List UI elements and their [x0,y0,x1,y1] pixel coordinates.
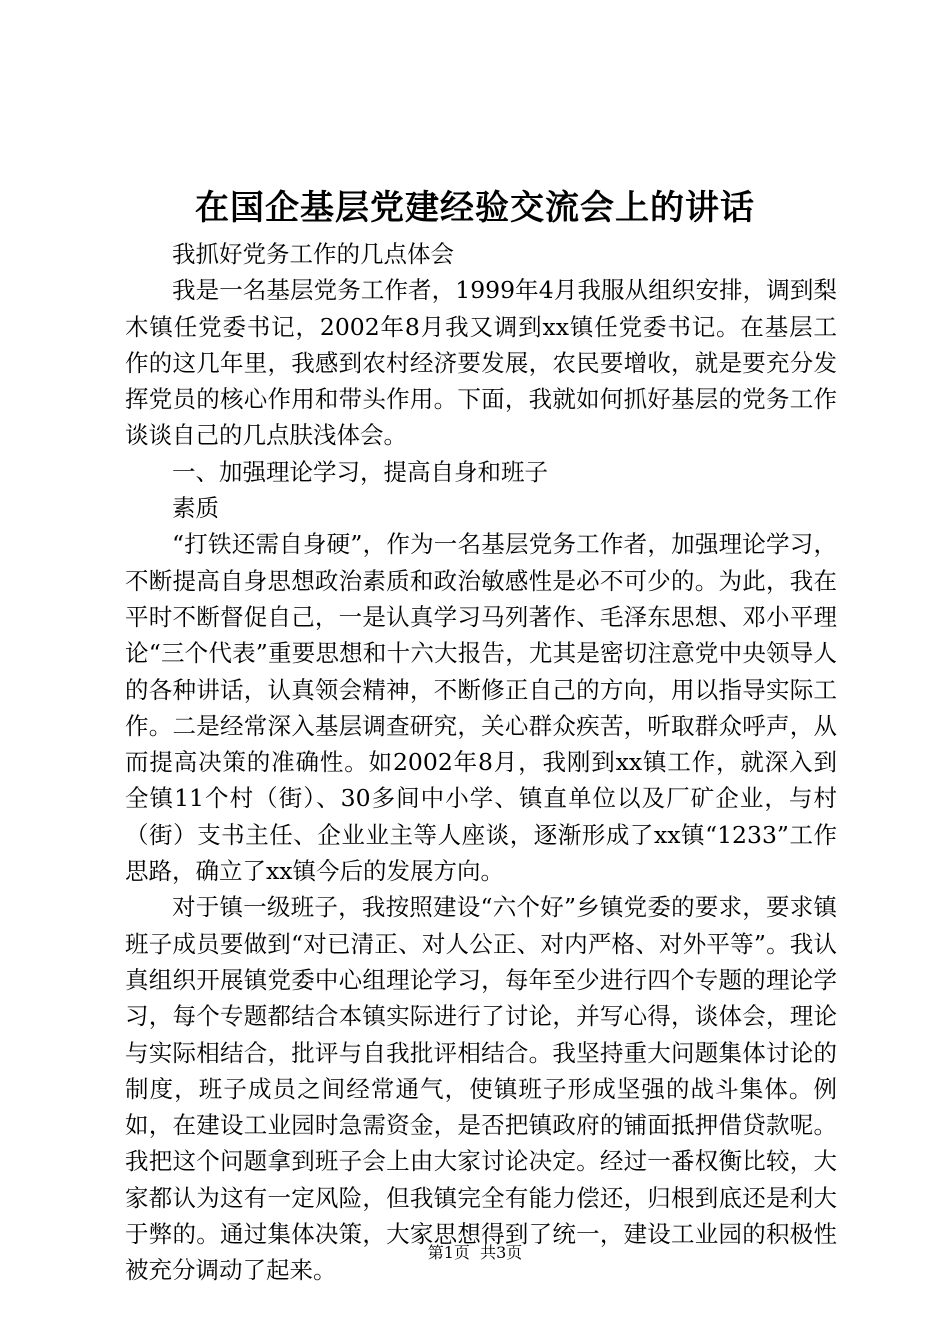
page-total: 共3页 [480,1243,523,1262]
subtitle-paragraph: 我抓好党务工作的几点体会 [172,240,454,268]
body-paragraph: “打铁还需自身硬”，作为一名基层党务工作者，加强理论学习，不断提高自身思想政治素质和政治敏感性是必不可少的。为此，我在平时不断督促自己，一是认真学习马列著作、毛泽东思想、邓小平理论“三个代表”重要思想和十六大报告，尤其是密切注意党中央领导人的各种讲话，认真领会精神，不断修正自己的方向，用以指导实际工作。二是经常深入基层调查研究，关心群众疾苦，听取群众呼声，从而提高决策的准确性。如2002年8月，我刚到xx镇工作，就深入到全镇11个村（街）、30多间中小学、镇直单位以及厂矿企业，与村（街）支书主任、企业业主等人座谈，逐渐形成了xx镇“1233”工作思路，确立了xx镇今后的发展方向。 [125,530,837,886]
page-number: 第1页 [427,1243,470,1262]
intro-paragraph: 我是一名基层党务工作者，1999年4月我服从组织安排，调到梨木镇任党委书记，2002年8月我又调到xx镇任党委书记。在基层工作的这几年里，我感到农村经济要发展，农民要增收，就是要充分发挥党员的核心作用和带头作用。下面，我就如何抓好基层的党务工作谈谈自己的几点肤浅体会。 [125,276,837,450]
section-heading-continued: 素质 [172,494,219,523]
body-paragraph: 对于镇一级班子，我按照建设“六个好”乡镇党委的要求，要求镇班子成员要做到“对已清正、对人公正、对内严格、对外平等”。我认真组织开展镇党委中心组理论学习，每年至少进行四个专题的理论学习，每个专题都结合本镇实际进行了讨论，并写心得，谈体会，理论与实际相结合，批评与自我批评相结合。我坚持重大问题集体讨论的制度，班子成员之间经常通气，使镇班子形成坚强的战斗集体。例如，在建设工业园时急需资金，是否把镇政府的铺面抵押借贷款呢。我把这个问题拿到班子会上由大家讨论决定。经过一番权衡比较，大家都认为这有一定风险，但我镇完全有能力偿还，归根到底还是利大于弊的。通过集体决策，大家思想得到了统一，建设工业园的积极性被充分调动了起来。 [125,893,837,1285]
document-body [125,236,837,1289]
document-title: 在国企基层党建经验交流会上的讲话 [195,188,755,228]
page-footer [0,1242,950,1264]
section-heading: 一、加强理论学习，提高自身和班子 [172,457,548,486]
